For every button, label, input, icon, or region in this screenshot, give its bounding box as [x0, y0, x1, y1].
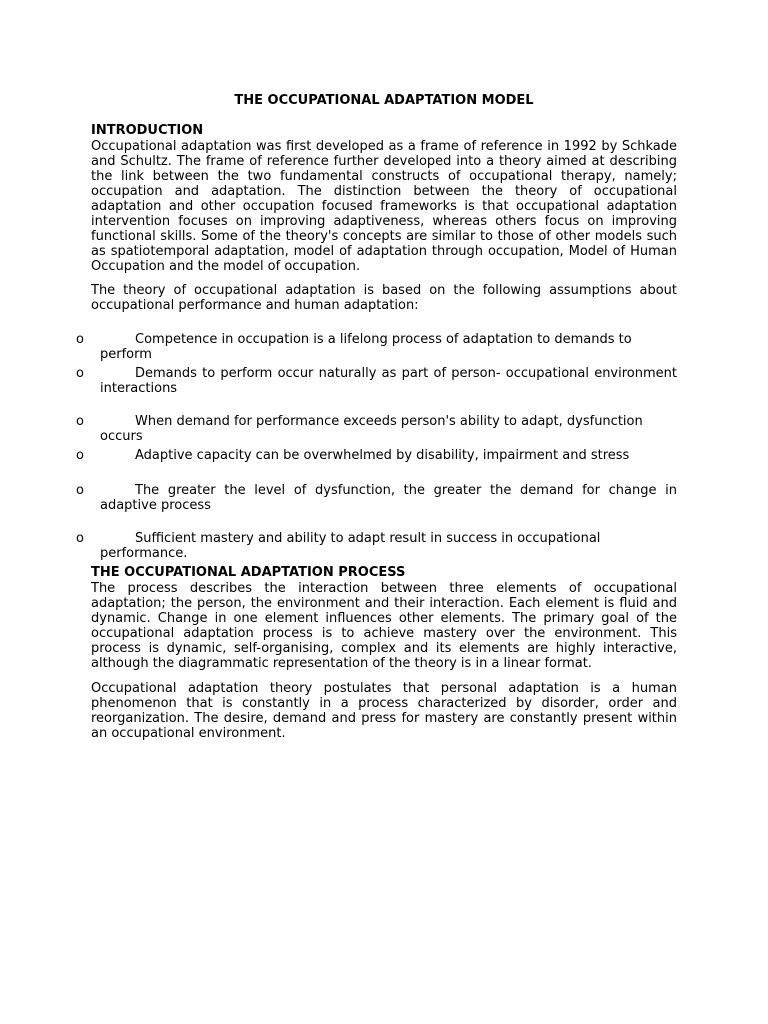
introduction-heading: INTRODUCTION	[91, 123, 204, 138]
process-section	[91, 565, 677, 671]
assumptions-intro-paragraph: The theory of occupational adaptation is based on the following assumptions about occupational performance and human adaptation:	[91, 283, 677, 313]
introduction-section	[91, 123, 677, 274]
list-item-text: Competence in occupation is a lifelong process of adaptation to demands to perform	[100, 332, 632, 362]
process-paragraph-1: The process describes the interaction between three elements of occupational adaptation; the person, the environment and their interaction. Each element is fluid and dynamic. Change in one element influences other elements. The primary goal of the occupational adaptation process is to achieve mastery over the environment. This process is dynamic, self-organising, complex and its elements are highly interactive, although the diagrammatic representation of the theory is in a linear format.	[91, 581, 677, 671]
assumptions-intro-section	[91, 283, 677, 313]
bullet-marker: o	[76, 531, 84, 546]
list-item-text: Sufficient mastery and ability to adapt result in success in occupational performance.	[100, 531, 601, 561]
list-item-text: When demand for performance exceeds person's ability to adapt, dysfunction occurs	[100, 414, 643, 444]
bullet-marker: o	[76, 448, 84, 463]
bullet-marker: o	[76, 483, 84, 498]
list-item-text: The greater the level of dysfunction, the greater the demand for change in adaptive process	[100, 483, 677, 513]
bullet-marker: o	[76, 332, 84, 347]
bullet-marker: o	[76, 366, 84, 381]
process-paragraph-2: Occupational adaptation theory postulates that personal adaptation is a human phenomenon that is constantly in a process characterized by disorder, order and reorganization. The desire, demand and press for mastery are constantly present within an occupational environment.	[91, 681, 677, 741]
list-item-text: Demands to perform occur naturally as part of person- occupational environment interactions	[100, 366, 677, 396]
list-item-text: Adaptive capacity can be overwhelmed by disability, impairment and stress	[135, 448, 630, 463]
process-heading: THE OCCUPATIONAL ADAPTATION PROCESS	[91, 565, 406, 580]
bullet-marker: o	[76, 414, 84, 429]
introduction-paragraph: Occupational adaptation was first developed as a frame of reference in 1992 by Schkade and Schultz. The frame of reference further developed into a theory aimed at describing the link between the two fundamental constructs of occupational therapy, namely; occupation and adaptation. The distinction between the theory of occupational adaptation and other occupation focused frameworks is that occupational adaptation intervention focuses on improving adaptiveness, whereas others focus on improving functional skills. Some of the theory's concepts are similar to those of other models such as spatiotemporal adaptation, model of adaptation through occupation, Model of Human Occupation and the model of occupation.	[91, 139, 677, 274]
document-title: THE OCCUPATIONAL ADAPTATION MODEL	[234, 93, 534, 108]
process-section-2	[91, 681, 677, 741]
